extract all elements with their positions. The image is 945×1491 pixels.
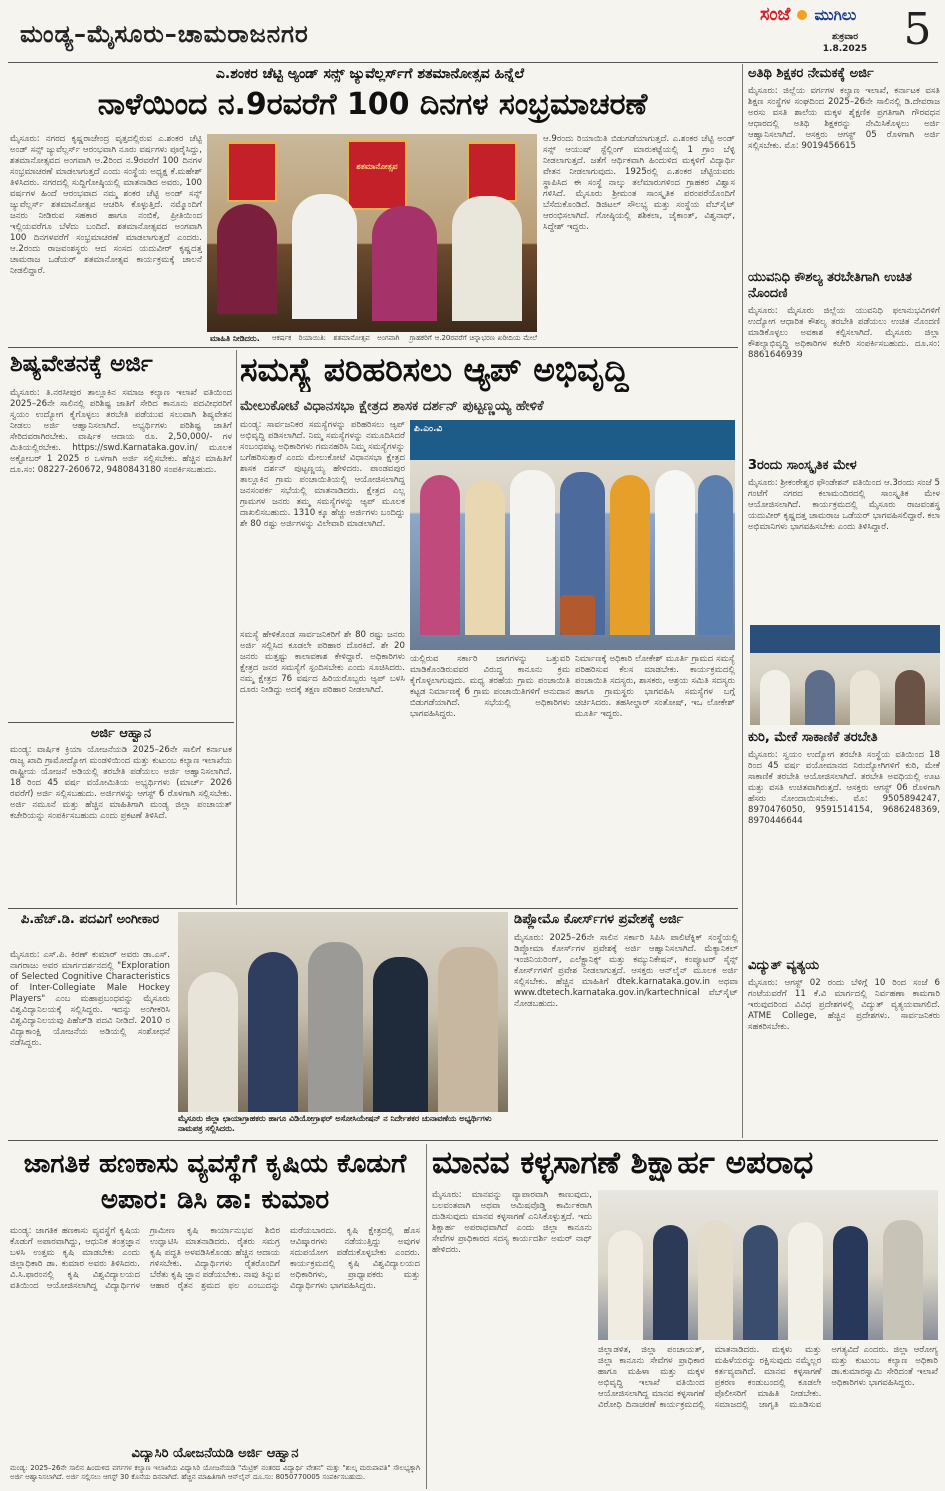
power-headline: ವಿದ್ಯುತ್ ವ್ಯತ್ಯಯ (748, 958, 820, 973)
panel-person-1 (760, 670, 790, 725)
kumar-headline: ಜಾಗತಿಕ ಹಣಕಾಸು ವ್ಯವಸ್ಥೆಗೆ ಕೃಷಿಯ ಕೊಡುಗೆ ಅಪಾರ: ಡಿಸಿ ಡಾ: ಕುಮಾರ (23, 1149, 407, 1215)
app-subhead: ಮೇಲುಕೋಟೆ ವಿಧಾನಸಭಾ ಕ್ಷೇತ್ರದ ಶಾಸಕ ದರ್ಶನ್ ಪುಟ್ಟಣ್ಣಯ್ಯ ಹೇಳಿಕೆ (240, 398, 544, 414)
youth-headline: ಯುವನಿಧಿ ಕೌಶಲ್ಯ ತರಬೇತಿಗಾಗಿ ಉಚಿತ ನೊಂದಣಿ (748, 270, 912, 301)
bottom-section-rule (8, 1140, 938, 1141)
app-headline: ಸಮಸ್ಯೆ ಪರಿಹರಿಸಲು ಆ್ಯಪ್ ಅಭಿವೃದ್ಧಿ (240, 352, 629, 389)
sidebar-rule (742, 64, 743, 1138)
phd-headline: ಪಿ.ಹೆಚ್.ಡಿ. ಪದವಿಗೆ ಅಂಗೀಕಾರ (20, 912, 160, 927)
group-photo (178, 912, 508, 1112)
banner-center: ಶತಮಾನೋತ್ಸವ (347, 140, 407, 210)
person-3 (372, 206, 437, 321)
sidebar-photo-banner (750, 625, 940, 653)
culture-body: ಮೈಸೂರು: ಶ್ರೀಕಂಠೇಶ್ವರ ಫೌಂಡೇಶನ್ ವತಿಯಿಂದ ಆ.3ರಂದು ಸಂಜೆ 5 ಗಂಟೆಗೆ ನಗರದ ಕಲಾಮಂದಿರದಲ್ಲಿ ಸಾಂಸ್ಕೃತಿಕ ಮೇಳ ಆಯೋಜಿಸಲಾಗಿದೆ. ಕಾರ್ಯಕ್ರಮದಲ್ಲಿ ಮೈಸೂರು ರಾಜವಂಶಸ್ಥ ಯದುವೀರ್ ಕೃಷ್ಣದತ್ತ ಚಾಮರಾಜ ಒಡೆಯರ್ ಭಾಗವಹಿಸಲಿದ್ದಾರೆ. ಕಲಾ ಅಭಿಮಾನಿಗಳು ಭಾಗವಹಿಸಬೇಕು ಎಂದು ತಿಳಿಸಿದ್ದಾರೆ. (748, 478, 940, 532)
app-body-d: ನಿರ್ಮಾಣಕ್ಕೆ ಅಧಿಕಾರಿ ಲೋಕೇಶ್ ಮೂರ್ತಿ ಗ್ರಾಮದ ಸಮಸ್ಯೆ ಪರಿಹರಿಸುವ ಕೆಲಸ ಮಾಡಬೇಕು. ಕಾರ್ಯಕ್ರಮದಲ್ಲಿ ಪಂಚಾಯಿತಿ ಸದಸ್ಯರು, ಶಾಸಕರು, ಆಶ್ರಯ ಸಮಿತಿ ಸದಸ್ಯರು ಹಾಗೂ ಗ್ರಾಮಸ್ಥರು ಭಾಗವಹಿಸಿ ಸಮಸ್ಯೆಗಳ ಬಗ್ಗೆ ಚರ್ಚಿಸಿದರು. ತಹಸೀಲ್ದಾರ್ ಸಂತೋಷ್, ಇಒ ಲೋಕೇಶ್ ಮೂರ್ತಿ ಇದ್ದರು. (575, 654, 735, 719)
person-2 (292, 194, 357, 319)
vidyasiri-headline: ವಿದ್ಯಾಸಿರಿ ಯೋಜನೆಯಡಿ ಅರ್ಜಿ ಆಹ್ವಾನ (131, 1446, 299, 1461)
stage-person-4 (743, 1225, 778, 1340)
guest-5 (610, 475, 650, 635)
logo-sun-icon (797, 10, 807, 20)
vidyasiri-body: ಮಂಡ್ಯ: 2025–26ನೇ ಸಾಲಿನ ಹಿಂದುಳಿದ ವರ್ಗಗಳ ಕಲ್ಯಾಣ ಇಲಾಖೆಯ ವಿದ್ಯಾಸಿರಿ ಯೋಜನೆಯಡಿ "ಮೆಟ್ರಿಕ್ ನಂತರದ ವಿದ್ಯಾರ್ಥಿ ವೇತನ" ಮತ್ತು "ಶುಲ್ಕ ಮರುಪಾವತಿ" ಸೌಲಭ್ಯಕ್ಕಾಗಿ ಅರ್ಜಿ ಆಹ್ವಾನಿಸಲಾಗಿದೆ. ಅರ್ಜಿ ಸಲ್ಲಿಸಲು ಆಗಸ್ಟ್ 30 ಕೊನೆಯ ದಿನವಾಗಿದೆ. ಹೆಚ್ಚಿನ ಮಾಹಿತಿಗಾಗಿ ಆನ್‌ಲೈನ್ ದೂ.ಸಂ: 8050770005 ಸಂಪರ್ಕಿಸಬಹುದು. (10, 1464, 420, 1481)
page-number: 5 (903, 4, 932, 55)
applications-headline: ಅರ್ಜಿ ಆಹ್ವಾನ (90, 726, 152, 741)
sidebar-photo (750, 625, 940, 725)
guest-7 (698, 475, 733, 635)
kumar-body: ಮಂಡ್ಯ: ಜಾಗತಿಕ ಹಣಕಾಸು ವ್ಯವಸ್ಥೆಗೆ ಕೃಷಿಯ ಕೊಡುಗೆ ಅಪಾರವಾಗಿದ್ದು, ಆಧುನಿಕ ತಂತ್ರಜ್ಞಾನ ಬಳಸಿ ಉತ್ತಮ ಕೃಷಿ ಮಾಡಬೇಕು ಎಂದು ಜಿಲ್ಲಾಧಿಕಾರಿ ಡಾ. ಕುಮಾರ ಅವರು ತಿಳಿಸಿದರು. ವಿ.ಸಿ.ಫಾರಂನಲ್ಲಿ ಕೃಷಿ ವಿಶ್ವವಿದ್ಯಾಲಯದ ವತಿಯಿಂದ ಆಯೋಜಿಸಲಾಗಿದ್ದ ವಿದ್ಯಾರ್ಥಿಗಳ ಗ್ರಾಮೀಣ ಕೃಷಿ ಕಾರ್ಯಾನುಭವ ಶಿಬಿರ ಉದ್ಘಾಟಿಸಿ ಮಾತನಾಡಿದರು. ರೈತರು ಸಮಗ್ರ ಕೃಷಿ ಪದ್ಧತಿ ಅಳವಡಿಸಿಕೊಂಡು ಹೆಚ್ಚಿನ ಆದಾಯ ಗಳಿಸಬೇಕು. ವಿದ್ಯಾರ್ಥಿಗಳು ರೈತರೊಂದಿಗೆ ಬೆರೆತು ಕೃಷಿ ಜ್ಞಾನ ಪಡೆಯಬೇಕು. ನಾವು ತಿನ್ನುವ ಆಹಾರ ರೈತನ ಶ್ರಮದ ಫಲ ಎಂಬುದನ್ನು ಮರೆಯಬಾರದು. ಕೃಷಿ ಕ್ಷೇತ್ರದಲ್ಲಿ ಹೊಸ ಆವಿಷ್ಕಾರಗಳು ನಡೆಯುತ್ತಿದ್ದು ಅವುಗಳ ಸದುಪಯೋಗ ಪಡೆದುಕೊಳ್ಳಬೇಕು ಎಂದರು. ಕಾರ್ಯಕ್ರಮದಲ್ಲಿ ಕೃಷಿ ವಿಶ್ವವಿದ್ಯಾಲಯದ ಅಧಿಕಾರಿಗಳು, ಪ್ರಾಧ್ಯಾಪಕರು ಮತ್ತು ವಿದ್ಯಾರ್ಥಿಗಳು ಭಾಗವಹಿಸಿದ್ದರು. (10, 1226, 420, 1291)
phd-body: ಮೈಸೂರು: ಎಸ್.ಪಿ. ಕಿರಣ್ ಕುಮಾರ್ ಅವರು ಡಾ.ಎಸ್. ನಾಗರಾಜು ಅವರ ಮಾರ್ಗದರ್ಶನದಲ್ಲಿ "Exploration of Selected Cognitive Characteristics of Inter-Collegiate Male Hockey Players" ಎಂಬ ಮಹಾಪ್ರಬಂಧವನ್ನು ಮೈಸೂರು ವಿಶ್ವವಿದ್ಯಾನಿಲಯಕ್ಕೆ ಸಲ್ಲಿಸಿದ್ದರು. ಇದನ್ನು ಅಂಗೀಕರಿಸಿ ವಿಶ್ವವಿದ್ಯಾನಿಲಯವು ಪಿಹೆಚ್‌ಡಿ ಪದವಿ ನೀಡಿದೆ. 2010 ರ ವಿದ್ಯಾಕಾಂಕ್ಷಿ ಯೋಜನೆಯ ಅಡಿಯಲ್ಲಿ ಸಂಶೋಧನೆ ನಡೆಸಿದ್ದರು. (10, 950, 170, 1048)
diploma-headline: ಡಿಪ್ಲೋಮೊ ಕೋರ್ಸ್‌ಗಳ ಪ್ರವೇಶಕ್ಕೆ ಅರ್ಜಿ (514, 912, 684, 927)
man-1 (188, 972, 238, 1112)
person-4 (452, 196, 522, 321)
guest-headline: ಅತಿಥಿ ಶಿಕ್ಷಕರ ನೇಮಕಕ್ಕೆ ಅರ್ಜಿ (748, 66, 874, 81)
power-body: ಮೈಸೂರು: ಆಗಸ್ಟ್ 02 ರಂದು ಬೆಳಿಗ್ಗೆ 10 ರಿಂದ ಸಂಜೆ 6 ಗಂಟೆಯವರೆಗೆ 11 ಕೆ.ವಿ ಮಾರ್ಗದಲ್ಲಿ ನಿರ್ವಹಣಾ ಕಾಮಗಾರಿ ಇರುವುದರಿಂದ ವಿವಿಧ ಪ್ರದೇಶಗಳಲ್ಲಿ ವಿದ್ಯುತ್ ವ್ಯತ್ಯಯವಾಗಲಿದೆ. ATME College, ಹೆಚ್ಚಿನ ಪ್ರದೇಶಗಳು. ಸಾರ್ವಜನಿಕರು ಸಹಕರಿಸಬೇಕು. (748, 978, 940, 1032)
trafficking-photo (598, 1190, 938, 1340)
guest-body: ಮೈಸೂರು: ಜಿಲ್ಲೆಯ ವರ್ಗಗಳ ಕಲ್ಯಾಣ ಇಲಾಖೆ, ಕರ್ನಾಟಕ ವಸತಿ ಶಿಕ್ಷಣ ಸಂಸ್ಥೆಗಳ ಸಂಘದಿಂದ 2025–26ನೇ ಸಾಲಿನಲ್ಲಿ ಡಿ.ದೇವರಾಜ ಅರಸು ವಸತಿ ಶಾಲೆಯ ಮಕ್ಕಳ ಶೈಕ್ಷಣಿಕ ಪ್ರಗತಿಗಾಗಿ ಗೌರವಧನ ಆಧಾರದಲ್ಲಿ ಅತಿಥಿ ಶಿಕ್ಷಕರನ್ನು ನೇಮಿಸಿಕೊಳ್ಳಲು ಅರ್ಜಿ ಆಹ್ವಾನಿಸಲಾಗಿದೆ. ಆಸಕ್ತರು ಆಗಸ್ಟ್ 05 ರೊಳಗಾಗಿ ಅರ್ಜಿ ಸಲ್ಲಿಸಬೇಕು. ಮೊ: 9019456615 (748, 86, 940, 151)
masthead-day: ಶುಕ್ರವಾರ (832, 32, 858, 42)
lead-body-b: ಆಕರ್ಷಕ ರಿಯಾಯಿತಿ: ಶತಮಾನೋತ್ಸವ ಅಂಗವಾಗಿ ಗ್ರಾಹಕರಿಗೆ ಆ.20ರವರೆಗೆ ಚಿನ್ನಾಭರಣ ಖರೀದಿಯ ಮೇಲೆ (272, 334, 537, 342)
man-5 (438, 947, 498, 1112)
stage-person-1 (608, 1230, 643, 1340)
culture-headline: 3ರಂದು ಸಾಂಸ್ಕೃತಿಕ ಮೇಳ (748, 458, 857, 473)
scholarship-rule (8, 722, 234, 723)
section-title: ಮಂಡ್ಯ–ಮೈಸೂರು–ಚಾಮರಾಜನಗರ (20, 20, 309, 48)
mid-section-rule (8, 908, 738, 909)
masthead (0, 0, 945, 62)
stage-person-6 (833, 1226, 868, 1340)
stage-person-7 (883, 1220, 923, 1340)
lead-kicker: ಎ.ಶಂಕರ ಚೆಟ್ಟಿ ಅ್ಯಂಡ್ ಸನ್ಸ್ ಜ್ಯುವೆಲ್ಲರ್ಸ್‌ಗೆ ಶತಮಾನೋತ್ಸವ ಹಿನ್ನೆಲೆ (215, 66, 525, 82)
panel-person-3 (850, 670, 880, 725)
banner-left (227, 142, 277, 202)
person-1 (217, 204, 277, 314)
trafficking-body-b: ಜಿಲ್ಲಾಡಳಿತ, ಜಿಲ್ಲಾ ಪಂಚಾಯತ್, ಜಿಲ್ಲಾ ಕಾನೂನು ಸೇವೆಗಳ ಪ್ರಾಧಿಕಾರ ಹಾಗೂ ಮಹಿಳಾ ಮತ್ತು ಮಕ್ಕಳ ಅಭಿವೃದ್ಧಿ ಇಲಾಖೆ ವತಿಯಿಂದ ಆಯೋಜಿಸಲಾಗಿದ್ದ ಮಾನವ ಕಳ್ಳಸಾಗಣೆ ವಿರೋಧಿ ದಿನಾಚರಣೆ ಕಾರ್ಯಕ್ರಮದಲ್ಲಿ ಮಾತನಾಡಿದರು. ಮಕ್ಕಳು ಮತ್ತು ಮಹಿಳೆಯರನ್ನು ರಕ್ಷಿಸುವುದು ನಮ್ಮೆಲ್ಲರ ಕರ್ತವ್ಯವಾಗಿದೆ. ಮಾನವ ಕಳ್ಳಸಾಗಣೆ ಪ್ರಕರಣ ಕಂಡುಬಂದಲ್ಲಿ ಕೂಡಲೇ ಪೊಲೀಸರಿಗೆ ಮಾಹಿತಿ ನೀಡಬೇಕು. ಸಮಾಜದಲ್ಲಿ ಜಾಗೃತಿ ಮೂಡಿಸುವ ಅಗತ್ಯವಿದೆ ಎಂದರು. ಜಿಲ್ಲಾ ಆರೋಗ್ಯ ಮತ್ತು ಕುಟುಂಬ ಕಲ್ಯಾಣ ಅಧಿಕಾರಿ ಡಾ.ಕುಮಾರಸ್ವಾಮಿ ಸೇರಿದಂತೆ ಇಲಾಖೆ ಅಧಿಕಾರಿಗಳು ಭಾಗವಹಿಸಿದ್ದರು. (598, 1345, 938, 1410)
lead-headline: ನಾಳೆಯಿಂದ ನ.9ರವರೆಗೆ 100 ದಿನಗಳ ಸಂಭ್ರಮಾಚರಣೆ (97, 88, 648, 122)
scholarship-body: ಮೈಸೂರು: ತಿ.ನರಸೀಪುರ ತಾಲ್ಲೂಕಿನ ಸಮಾಜ ಕಲ್ಯಾಣ ಇಲಾಖೆ ವತಿಯಿಂದ 2025–26ನೇ ಸಾಲಿನಲ್ಲಿ ಪರಿಶಿಷ್ಟ ಜಾತಿಗೆ ಸೇರಿದ ಕಾನೂನು ಪದವೀಧರರಿಗೆ ಸ್ವಯಂ ಉದ್ಯೋಗ ಕೈಗೊಳ್ಳಲು ತರಬೇತಿ ಪಡೆಯುವ ಸಲುವಾಗಿ ಶಿಷ್ಯವೇತನ ನೀಡಲು ಅರ್ಜಿ ಆಹ್ವಾನಿಸಲಾಗಿದೆ. ಅಭ್ಯರ್ಥಿಗಳು ಪರಿಶಿಷ್ಟ ಜಾತಿಗೆ ಸೇರಿದವರಾಗಿರಬೇಕು. ವಾರ್ಷಿಕ ಆದಾಯ ರೂ. 2,50,000/- ಗಳ ಮಿತಿಯಲ್ಲಿರಬೇಕು. https://swd.Karnataka.gov.in/ ಮೂಲಕ ಅಕ್ಟೋಬರ್ 1 2025 ರ ಒಳಗಾಗಿ ಅರ್ಜಿ ಸಲ್ಲಿಸಬೇಕು. ಹೆಚ್ಚಿನ ಮಾಹಿತಿಗೆ ದೂ.ಸಂ: 08227-260672, 9480843180 ಸಂಪರ್ಕಿಸಬಹುದು. (10, 388, 232, 475)
lead-body-c: ಆ.9ರಂದು ರಿಯಾಯಿತಿ ಬಿಡುಗಡೆಯಾಗುತ್ತದೆ. ಎ.ಶಂಕರ ಚೆಟ್ಟಿ ಅಂಡ್ ಸನ್ಸ್ ಆಯುಷ್ ಸ್ಟೆಲ್ಲಿಂಗ್ ಮಾರುಕಟ್ಟೆಯಲ್ಲಿ 1 ಗ್ರಾಂ ಬೆಳ್ಳಿ ನೀಡಲಾಗುತ್ತದೆ. ಜತೆಗೆ ಆರ್ಥಿಕವಾಗಿ ಹಿಂದುಳಿದ ಮಕ್ಕಳಿಗೆ ವಿದ್ಯಾರ್ಥಿ ವೇತನ ನೀಡಲಾಗುವುದು. 1925ರಲ್ಲಿ ಎ.ಶಂಕರ ಚೆಟ್ಟಿಯವರು ಸ್ಥಾಪಿಸಿದ ಈ ಸಂಸ್ಥೆ ನಾಲ್ಕು ತಲೆಮಾರುಗಳಿಂದ ಗ್ರಾಹಕರ ವಿಶ್ವಾಸ ಗಳಿಸಿದೆ. ಮೈಸೂರು ಶ್ರೀಮಂತ ಸಾಂಸ್ಕೃತಿಕ ಪರಂಪರೆಯೊಂದಿಗೆ ಬೆಸೆದುಕೊಂಡಿದೆ. ಡಿಜಿಟಲ್ ಸೌಲಭ್ಯ ಮತ್ತು ಸಂಸ್ಥೆಯ ವೆಬ್‌ಸೈಟ್ ಆರಂಭಿಸಲಾಗಿದೆ. ಗೋಷ್ಠಿಯಲ್ಲಿ ಶಶಿಕಲಾ, ಜೈಕಾಂತ್, ವಿಶ್ವನಾಥ್, ಸಿದ್ದೇಶ್ ಇದ್ದರು. (543, 134, 735, 232)
trafficking-body-a-cont (432, 1345, 592, 1487)
trafficking-headline: ಮಾನವ ಕಳ್ಳಸಾಗಣೆ ಶಿಕ್ಷಾರ್ಹ ಅಪರಾಧ (432, 1146, 814, 1181)
stage-person-3 (698, 1220, 733, 1340)
left-col-rule (236, 350, 237, 905)
guest-6 (655, 470, 695, 635)
plant-pot (560, 595, 595, 635)
youth-body: ಮೈಸೂರು: ಮೈಸೂರು ಜಿಲ್ಲೆಯ ಯುವನಿಧಿ ಫಲಾನುಭವಿಗಳಿಗೆ ಉದ್ಯೋಗ ಆಧಾರಿತ ಕೌಶಲ್ಯ ತರಬೇತಿ ಪಡೆಯಲು ಉಚಿತ ನೊಂದಣಿ ಮಾಡಿಕೊಳ್ಳಲು ಅವಕಾಶ ಕಲ್ಪಿಸಲಾಗಿದೆ. ಮೈಸೂರು ಜಿಲ್ಲಾ ಕೌಶಲ್ಯಾಭಿವೃದ್ಧಿ ಅಧಿಕಾರಿಗಳ ಕಚೇರಿ ಸಂಪರ್ಕಿಸಬಹುದು. ದೂ.ಸಂ: 8861646939 (748, 306, 940, 360)
goat-body: ಮೈಸೂರು: ಸ್ವಯಂ ಉದ್ಯೋಗ ತರಬೇತಿ ಸಂಸ್ಥೆಯ ವತಿಯಿಂದ 18 ರಿಂದ 45 ವರ್ಷ ವಯೋಮಾನದ ನಿರುದ್ಯೋಗಿಗಳಿಗೆ ಕುರಿ, ಮೇಕೆ ಸಾಕಾಣಿಕೆ ತರಬೇತಿ ಆಯೋಜಿಸಲಾಗಿದೆ. ತರಬೇತಿ ಅವಧಿಯಲ್ಲಿ ಊಟ ಮತ್ತು ವಸತಿ ಉಚಿತವಾಗಿರುತ್ತದೆ. ಆಸಕ್ತರು ಆಗಸ್ಟ್ 06 ರೊಳಗಾಗಿ ಹೆಸರು ನೋಂದಾಯಿಸಬೇಕು. ಮೊ: 9505894247, 8970476050, 9591514154, 9686248369, 8970446644 (748, 750, 940, 826)
goat-headline: ಕುರಿ, ಮೇಕೆ ಸಾಕಾಣಿಕೆ ತರಬೇತಿ (748, 730, 878, 745)
trafficking-body-a: ಮೈಸೂರು: ಮಾನವನ್ನು ವ್ಯಾಪಾರವಾಗಿ ಕಾಣುವುದು, ಬಲವಂತವಾಗಿ ಅಥವಾ ಆಮಿಷವೊಡ್ಡಿ ಕಾರ್ಮಿಕರಾಗಿ ದುಡಿಸುವುದು ಮಾನವ ಕಳ್ಳಸಾಗಣೆ ಎನಿಸಿಕೊಳ್ಳುತ್ತದೆ. ಇದು ಶಿಕ್ಷಾರ್ಹ ಅಪರಾಧವಾಗಿದೆ ಎಂದು ಜಿಲ್ಲಾ ಕಾನೂನು ಸೇವೆಗಳ ಪ್ರಾಧಿಕಾರದ ಸದಸ್ಯ ಕಾರ್ಯದರ್ಶಿ ಅಮರ್ ನಾಥ್ ಹೇಳಿದರು. (432, 1190, 592, 1255)
guest-1 (420, 475, 460, 635)
scholarship-headline: ಶಿಷ್ಯವೇತನಕ್ಕೆ ಅರ್ಜಿ (10, 352, 153, 377)
app-body-c: ಯಲ್ಲಿರುವ ಸರ್ಕಾರಿ ಜಾಗಗಳನ್ನು ಒತ್ತುವರಿ ಮಾಡಿಕೊಂಡಿರುವವರ ವಿರುದ್ಧ ಕಾನೂನು ಕ್ರಮ ಕೈಗೊಳ್ಳಲಾಗುವುದು. ಮಧ್ಯ ತರಹೆಯ ಗ್ರಾಮ ಪಂಚಾಯಿತಿ ಕಟ್ಟಡ ನಿರ್ಮಾಣಕ್ಕೆ 6 ಗ್ರಾಮ ಪಂಚಾಯಿತಿಗಳಿಗೆ ಅನುದಾನ ಬಿಡುಗಡೆಯಾಗಿದೆ. ಸಭೆಯಲ್ಲಿ ಅಧಿಕಾರಿಗಳು ಭಾಗವಹಿಸಿದ್ದರು. (410, 654, 570, 719)
stage-person-2 (653, 1225, 688, 1340)
group-photo-caption: ಮೈಸೂರು ಜಿಲ್ಲಾ ಛಾಯಾಗ್ರಾಹಕರು ಹಾಗೂ ವಿಡಿಯೋಗ್ರಾಫರ್ ಅಸೋಸಿಯೇಷನ್ ನ ನಿರ್ದೇಶಕರ ಚುನಾವಣೆಯ ಅಭ್ಯರ್ಥಿಗಳು ನಾಮಪತ್ರ ಸಲ್ಲಿಸಿದರು. (178, 1114, 492, 1133)
lead-photo-caption: ಮಾಹಿತಿ ನೀಡಿದರು. (210, 334, 260, 343)
applications-body: ಮಂಡ್ಯ: ವಾರ್ಷಿಕ ಕ್ರಿಯಾ ಯೋಜನೆಯಡಿ 2025–26ನೇ ಸಾಲಿಗೆ ಕರ್ನಾಟಕ ರಾಜ್ಯ ಖಾದಿ ಗ್ರಾಮೋದ್ಯೋಗ ಮಂಡಳಿಯಿಂದ ಮತ್ತು ಕುಟುಂಬ ಕಲ್ಯಾಣ ಇಲಾಖೆಯ ರಾಷ್ಟ್ರೀಯ ಯೋಜನೆ ಅಡಿಯಲ್ಲಿ ತರಬೇತಿ ಪಡೆಯಲು ಅರ್ಜಿ ಆಹ್ವಾನಿಸಲಾಗಿದೆ. 18 ರಿಂದ 45 ವರ್ಷ ವಯೋಮಿತಿಯ ಅಭ್ಯರ್ಥಿಗಳು (ಮಾರ್ಚ್ 2026 ರವರೆಗೆ) ಅರ್ಜಿ ಸಲ್ಲಿಸಬಹುದು. ಅರ್ಜಿಗಳನ್ನು ಆಗಸ್ಟ್ 6 ರೊಳಗಾಗಿ ಸಲ್ಲಿಸಬೇಕು. ಅರ್ಜಿ ನಮೂನೆ ಮತ್ತು ಹೆಚ್ಚಿನ ಮಾಹಿತಿಗಾಗಿ ಮಂಡ್ಯ ಜಿಲ್ಲಾ ಪಂಚಾಯತ್ ಕಚೇರಿಯನ್ನು ಸಂಪರ್ಕಿಸಬಹುದು ಎಂದು ಪ್ರಕಟಣೆ ತಿಳಿಸಿದೆ. (10, 745, 232, 821)
bottom-col-rule (426, 1144, 427, 1489)
logo (760, 4, 890, 32)
man-2 (248, 952, 298, 1112)
man-3 (308, 942, 363, 1112)
logo-right: ಮುಗಿಲು (814, 6, 857, 24)
event-banner: ಪಿ.ಎಂ.ವಿ (410, 420, 735, 460)
app-photo (410, 420, 735, 650)
lead-bottom-rule (8, 347, 738, 348)
panel-person-2 (805, 670, 835, 725)
guest-2 (465, 480, 505, 635)
lead-photo (207, 134, 537, 332)
logo-left: ಸಂಜೆ (760, 4, 791, 25)
stage-person-5 (788, 1222, 823, 1340)
man-4 (373, 957, 428, 1112)
guest-3 (510, 470, 555, 635)
app-body-b: ಸಮಸ್ಯೆ ಹೇಳಿಕೊಂಡ ಸಾರ್ವಜನಿಕರಿಗೆ ಶೇ 80 ರಷ್ಟು ಜನರು ಅರ್ಜಿ ಸಲ್ಲಿಸಿದ ಕೂಡಲೇ ಪರಿಹಾರ ದೊರಕಿದೆ. ಶೇ 20 ಜನರು ಮತ್ತಷ್ಟು ಕಾಲಾವಕಾಶ ಕೇಳಿದ್ದಾರೆ. ಅಧಿಕಾರಿಗಳು ಕ್ಷೇತ್ರದ ಜನರ ಸಮಸ್ಯೆಗೆ ಸ್ಪಂದಿಸಬೇಕು ಎಂದು ಸೂಚಿಸಿದರು. ನಮ್ಮ ಕ್ಷೇತ್ರದ 76 ವರ್ಷದ ಹಿರಿಯರೊಬ್ಬರು ಆ್ಯಪ್ ಬಳಸಿ ದೂರು ನೀಡಿದ್ದು ಅದಕ್ಕೆ ತಕ್ಷಣ ಪರಿಹಾರ ನೀಡಲಾಗಿದೆ. (240, 630, 405, 695)
masthead-date: 1.8.2025 (822, 44, 868, 54)
diploma-body: ಮೈಸೂರು: 2025–26ನೇ ಸಾಲಿನ ಸರ್ಕಾರಿ ಸಿಪಿಸಿ ಪಾಲಿಟೆಕ್ನಿಕ್ ಸಂಸ್ಥೆಯಲ್ಲಿ ಡಿಪ್ಲೋಮಾ ಕೋರ್ಸ್‌ಗಳ ಪ್ರವೇಶಕ್ಕೆ ಅರ್ಜಿ ಆಹ್ವಾನಿಸಲಾಗಿದೆ. ಮೆಕ್ಯಾನಿಕಲ್ ಇಂಜಿನಿಯರಿಂಗ್, ಎಲೆಕ್ಟ್ರಾನಿಕ್ಸ್ ಮತ್ತು ಕಮ್ಯುನಿಕೇಷನ್, ಕಂಪ್ಯೂಟರ್ ಸೈನ್ಸ್ ಕೋರ್ಸ್‌ಗಳಿಗೆ ಪ್ರವೇಶ ನೀಡಲಾಗುತ್ತದೆ. ಆಸಕ್ತರು ಆನ್‌ಲೈನ್ ಮೂಲಕ ಅರ್ಜಿ ಸಲ್ಲಿಸಬೇಕು. ಹೆಚ್ಚಿನ ಮಾಹಿತಿಗೆ dtek.karnataka.gov.in ಅಥವಾ www.dtetech.karnataka.gov.in/kartechnical ವೆಬ್‌ಸೈಟ್ ನೋಡಬಹುದು. (514, 933, 738, 1009)
app-body-a: ಮಂಡ್ಯ: ಸಾರ್ವಜನಿಕರ ಸಮಸ್ಯೆಗಳನ್ನು ಪರಿಹರಿಸಲು ಆ್ಯಪ್ ಅಭಿವೃದ್ಧಿ ಪಡಿಸಲಾಗಿದೆ. ನಿಮ್ಮ ಸಮಸ್ಯೆಗಳನ್ನು ನಮೂದಿಸಿದರೆ ಸಂಬಂಧಪಟ್ಟ ಅಧಿಕಾರಿಗಳು ಗಮನಹರಿಸಿ ನಿಮ್ಮ ಸಮಸ್ಯೆಗಳನ್ನು ಬಗೆಹರಿಸುತ್ತಾರೆ ಎಂದು ಮೇಲುಕೋಟೆ ವಿಧಾನಸಭಾ ಕ್ಷೇತ್ರದ ಶಾಸಕ ದರ್ಶನ್ ಪುಟ್ಟಣ್ಣಯ್ಯ ಹೇಳಿದರು. ಪಾಂಡವಪುರ ತಾಲ್ಲೂಕಿನ ಗ್ರಾಮ ಪಂಚಾಯಿತಿಯಲ್ಲಿ ಆಯೋಜಿಸಲಾಗಿದ್ದ ಜನಸಂಪರ್ಕ ಸಭೆಯಲ್ಲಿ ಮಾತನಾಡಿದರು. ಕ್ಷೇತ್ರದ ಎಲ್ಲ ಗ್ರಾಮಗಳ ಜನರು ತಮ್ಮ ಸಮಸ್ಯೆಗಳನ್ನು ಆ್ಯಪ್ ಮೂಲಕ ದಾಖಲಿಸಬಹುದು. 1310 ಕ್ಕೂ ಹೆಚ್ಚು ಅರ್ಜಿಗಳು ಬಂದಿದ್ದು ಶೇ 80 ರಷ್ಟು ಅರ್ಜಿಗಳನ್ನು ವಿಲೇವಾರಿ ಮಾಡಲಾಗಿದೆ. (240, 420, 405, 529)
masthead-rule (8, 62, 938, 63)
banner-right (467, 142, 517, 202)
panel-person-4 (895, 670, 925, 725)
lead-body-a: ಮೈಸೂರು: ನಗರದ ಕೃಷ್ಣರಾಜೇಂದ್ರ ವೃತ್ತದಲ್ಲಿರುವ ಎ.ಶಂಕರ ಚೆಟ್ಟಿ ಅಂಡ್ ಸನ್ಸ್ ಜ್ಯುವೆಲ್ಲರ್ಸ್ ಆರಂಭವಾಗಿ ನೂರು ವರ್ಷಗಳು ಪೂರೈಸಿದ್ದು, ಶತಮಾನೋತ್ಸವದ ಅಂಗವಾಗಿ ಆ.2ರಿಂದ ನ.9ರವರೆಗೆ 100 ದಿನಗಳ ಸಂಭ್ರಮಾಚರಣೆ ಮಾಡಲಾಗುತ್ತದೆ ಎಂದು ಸಂಸ್ಥೆಯ ಅಧ್ಯಕ್ಷ ಕೆ.ಮಹೇಶ್ ತಿಳಿಸಿದರು. ನಗರದಲ್ಲಿ ಸುದ್ದಿಗೋಷ್ಠಿಯಲ್ಲಿ ಮಾತನಾಡಿದ ಅವರು, 100 ವರ್ಷಗಳ ಹಿಂದೆ ಆರಂಭವಾದ ನಮ್ಮ ಶಂಕರ ಚೆಟ್ಟಿ ಅಂಡ್ ಸನ್ಸ್ ಜ್ಯುವೆಲ್ಲರ್ಸ್ ಶತಮಾನೋತ್ಸವ ಆಚರಿಸಿ ಕೊಳ್ಳುತ್ತಿದೆ. ನಮ್ಮೊಂದಿಗೆ ಜನರು ನೀಡಿರುವ ಸಹಕಾರ ಹಾಗೂ ನಂಬಿಕೆ, ಪ್ರೀತಿಯಿಂದ ಇಲ್ಲಿಯವರೆಗೂ ಬೆಳೆದು ಬಂದಿದೆ. ಶತಮಾನೋತ್ಸವದ ಅಂಗವಾಗಿ 100 ದಿನಗಳವರೆಗೆ ಸಂಭ್ರಮಾಚರಣೆ ಮಾಡಲಾಗುತ್ತದೆ ಎಂದರು. ಆ.2ರಂದು ರಾಜವಂಶಸ್ಥರು ಆದ ಸಂಸದ ಯದುವೀರ್ ಕೃಷ್ಣದತ್ತ ಚಾಮರಾಜ ಒಡೆಯರ್ ಶತಮಾನೋತ್ಸವ ಕಾರ್ಯಕ್ರಮಕ್ಕೆ ಚಾಲನೆ ನೀಡಲಿದ್ದಾರೆ. (10, 134, 202, 276)
